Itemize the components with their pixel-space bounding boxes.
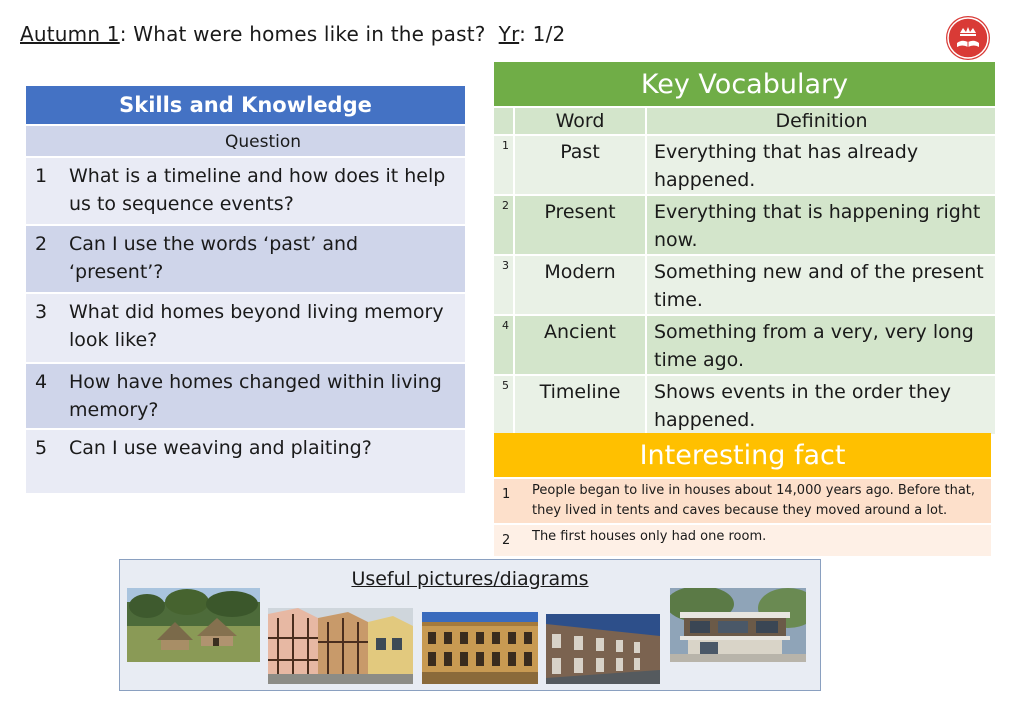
skills-table (26, 124, 465, 493)
fact-text: People began to live in houses about 14,000 years ago. Before that, they lived in tents and caves because they moved around a lot. (524, 478, 991, 524)
row-number: 4 (26, 363, 60, 429)
table-row (494, 135, 995, 195)
row-number: 5 (26, 429, 60, 493)
vocab-definition: Shows events in the order they happened. (646, 375, 995, 434)
question-text: How have homes changed within living memory? (60, 363, 465, 429)
skills-question-header: Question (60, 125, 465, 157)
term-label: Autumn 1 (20, 22, 120, 46)
table-row (494, 375, 995, 434)
table-row (26, 225, 465, 293)
table-row (26, 157, 465, 225)
question-text: Can I use the words ‘past’ and ‘present’? (60, 225, 465, 293)
table-row (494, 524, 991, 556)
vocab-definition: Everything that has already happened. (646, 135, 995, 195)
table-row (494, 315, 995, 375)
key-vocabulary-panel (494, 62, 995, 434)
table-row (494, 478, 991, 524)
vocab-definition-header: Definition (646, 107, 995, 135)
row-number: 1 (26, 157, 60, 225)
vocab-word: Ancient (514, 315, 646, 375)
vocab-word-header: Word (514, 107, 646, 135)
year-label: Yr (498, 22, 520, 46)
georgian-terrace-picture (422, 612, 538, 684)
vocab-title: Key Vocabulary (494, 62, 995, 106)
skills-knowledge-panel (26, 86, 465, 493)
table-row (494, 255, 995, 315)
row-number: 1 (494, 478, 524, 524)
tudor-houses-picture (268, 608, 413, 684)
page-title (20, 22, 565, 46)
vocab-num-header (494, 107, 514, 135)
row-number: 3 (494, 255, 514, 315)
row-number: 4 (494, 315, 514, 375)
pictures-title: Useful pictures/diagrams (351, 568, 589, 590)
skills-column-header-row (26, 125, 465, 157)
row-number: 2 (26, 225, 60, 293)
vocab-word: Present (514, 195, 646, 255)
skills-title: Skills and Knowledge (26, 86, 465, 124)
table-row (26, 363, 465, 429)
row-number: 1 (494, 135, 514, 195)
modern-house-picture (670, 588, 806, 662)
vocab-word: Timeline (514, 375, 646, 434)
fact-table (494, 477, 991, 556)
vocab-word: Modern (514, 255, 646, 315)
table-row (26, 429, 465, 493)
crown-book-icon (946, 16, 990, 60)
question-text: Can I use weaving and plaiting? (60, 429, 465, 493)
fact-title: Interesting fact (494, 433, 991, 477)
skills-num-header (26, 125, 60, 157)
row-number: 2 (494, 195, 514, 255)
question-text: What did homes beyond living memory look like? (60, 293, 465, 363)
school-logo (946, 16, 990, 60)
vocab-word: Past (514, 135, 646, 195)
vocab-column-header-row (494, 107, 995, 135)
year-value: : 1/2 (519, 22, 566, 46)
topic-question: : What were homes like in the past? (119, 22, 486, 46)
vocab-definition: Something new and of the present time. (646, 255, 995, 315)
row-number: 2 (494, 524, 524, 556)
table-row (494, 195, 995, 255)
roundhouse-picture (127, 588, 260, 662)
vocab-definition: Something from a very, very long time ago. (646, 315, 995, 375)
interesting-fact-panel (494, 433, 991, 556)
vocab-table (494, 106, 995, 434)
row-number: 3 (26, 293, 60, 363)
table-row (26, 293, 465, 363)
row-number: 5 (494, 375, 514, 434)
question-text: What is a timeline and how does it help us to sequence events? (60, 157, 465, 225)
vocab-definition: Everything that is happening right now. (646, 195, 995, 255)
victorian-terrace-picture (546, 614, 660, 684)
fact-text: The first houses only had one room. (524, 524, 991, 556)
useful-pictures-panel (119, 559, 821, 691)
